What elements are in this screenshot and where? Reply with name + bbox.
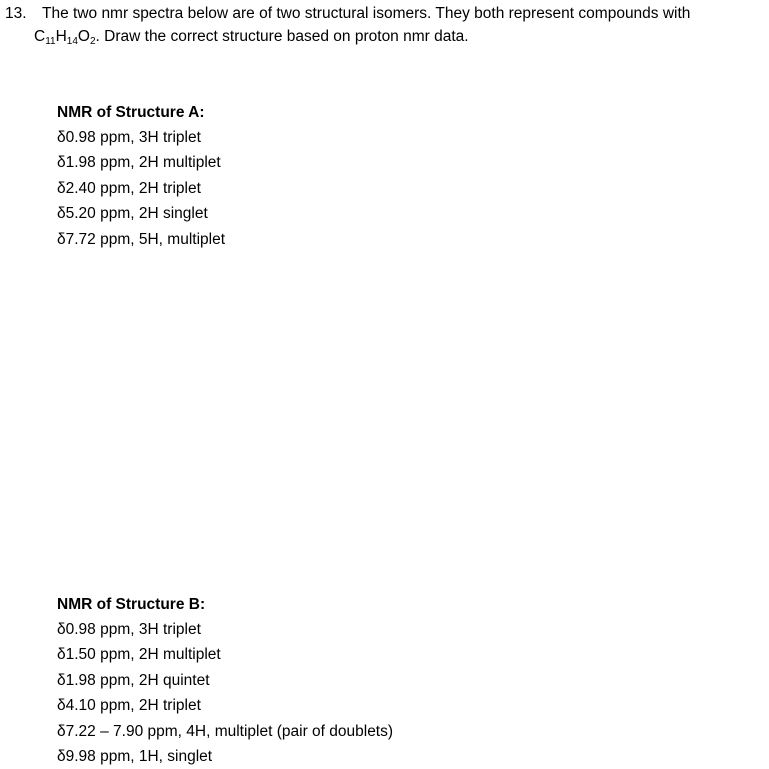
- nmr-peak: δ1.98 ppm, 2H multiplet: [57, 154, 221, 172]
- question-number: 13.: [5, 5, 27, 22]
- nmr-peak: δ7.72 ppm, 5H, multiplet: [57, 230, 226, 248]
- nmr-peak: δ1.98 ppm, 2H quintet: [57, 671, 210, 689]
- nmr-peak: δ0.98 ppm, 3H triplet: [57, 129, 201, 146]
- question-instruction: . Draw the correct structure based on proton nmr data.: [95, 28, 469, 45]
- nmr-peak: δ7.22 – 7.90 ppm, 4H, multiplet (pair of doublets): [57, 722, 394, 740]
- nmr-peak: δ2.40 ppm, 2H triplet: [57, 179, 201, 197]
- formula-hydrogen: H: [55, 28, 67, 45]
- nmr-peak: δ0.98 ppm, 3H triplet: [57, 621, 201, 638]
- question-line-1: [5, 2, 767, 25]
- nmr-structure-a: [57, 100, 225, 252]
- formula-oxygen: O: [77, 28, 90, 45]
- nmr-peak: δ4.10 ppm, 2H triplet: [57, 697, 201, 715]
- nmr-structure-b: [57, 592, 393, 769]
- question-text: The two nmr spectra below are of two structural isomers. They both represent compounds with: [42, 5, 691, 22]
- nmr-structure-a-heading: NMR of Structure A:: [57, 104, 205, 121]
- formula-carbon-count: 11: [45, 36, 56, 47]
- question-line-2: [5, 25, 767, 48]
- molecular-formula: [34, 28, 96, 45]
- nmr-peak: δ9.98 ppm, 1H, singlet: [57, 747, 213, 765]
- nmr-peak: δ1.50 ppm, 2H multiplet: [57, 646, 221, 664]
- question-prompt: [5, 2, 767, 48]
- formula-oxygen-count: 2: [89, 36, 96, 47]
- nmr-peak: δ5.20 ppm, 2H singlet: [57, 205, 208, 223]
- formula-hydrogen-count: 14: [66, 36, 78, 47]
- formula-carbon: C: [34, 28, 46, 45]
- nmr-structure-b-heading: NMR of Structure B:: [57, 596, 206, 613]
